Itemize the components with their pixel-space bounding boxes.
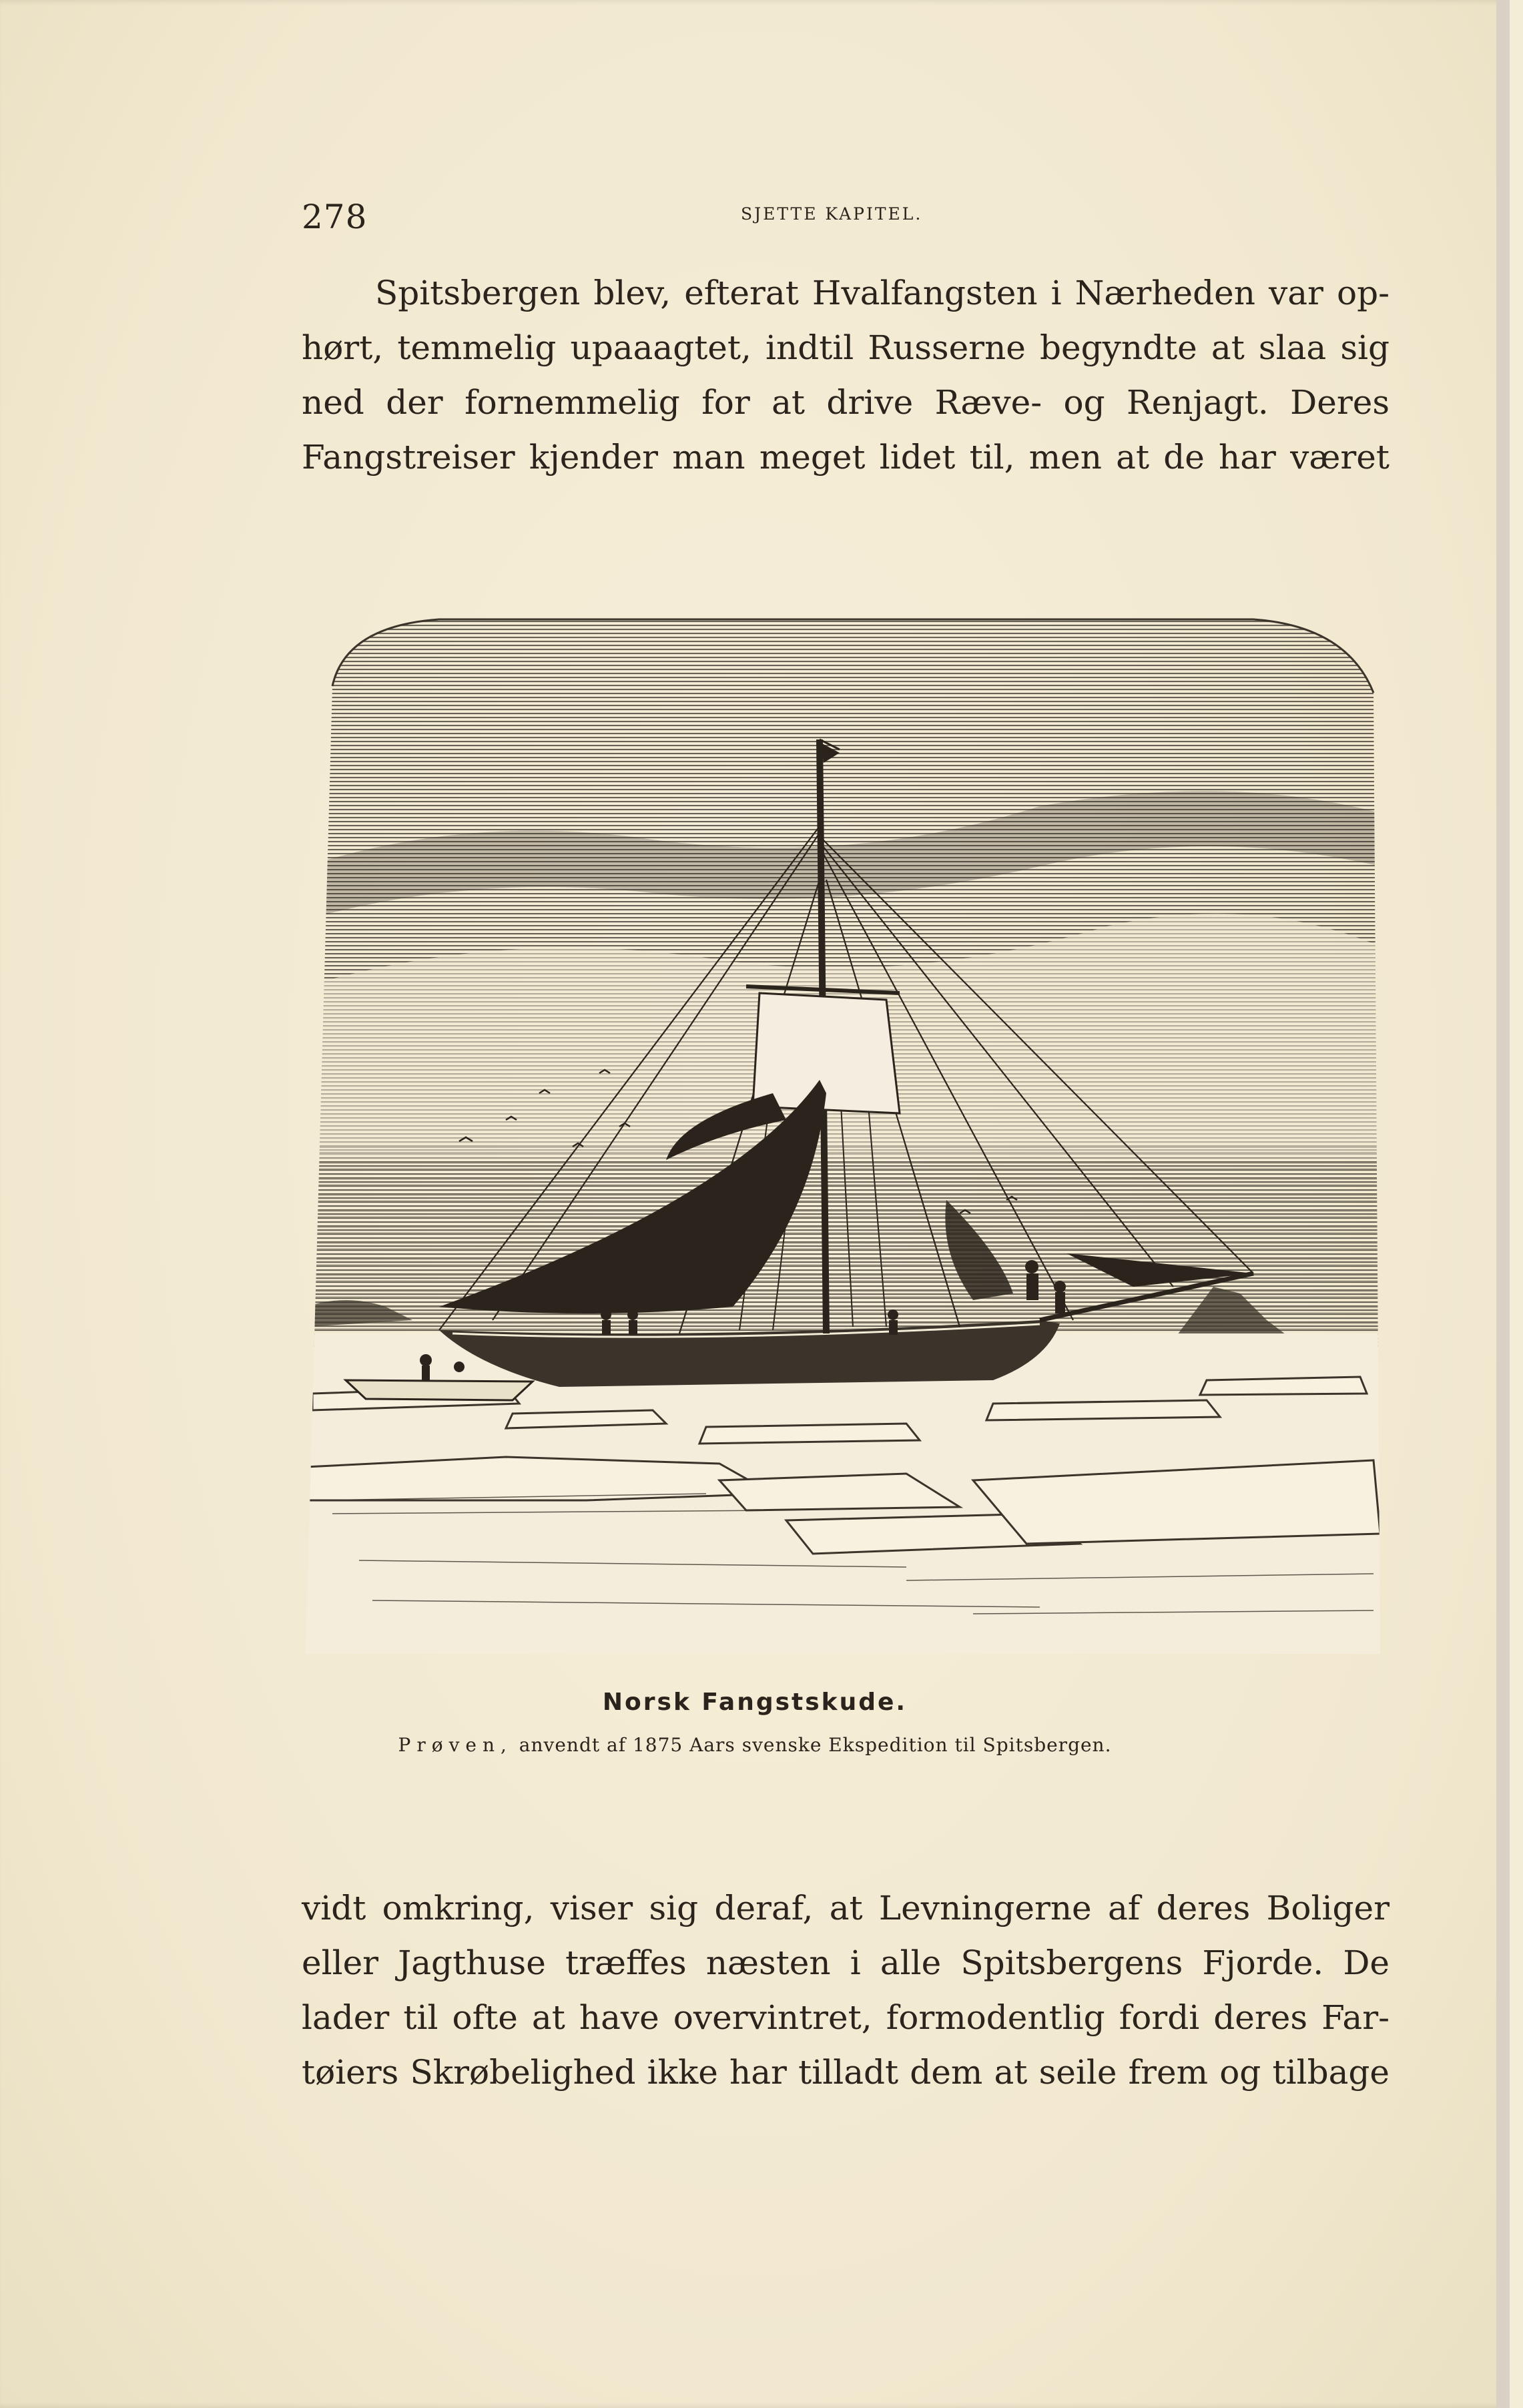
text-line: vidt omkring, viser sig deraf, at Levningerne af deres Boliger [302,1889,1390,1927]
figure-caption-title: Norsk Fangstskude. [602,1689,908,1716]
text-line: Spitsbergen blev, efterat Hvalfangsten i Nærheden var op- [375,274,1390,312]
top-paragraph [302,266,1390,485]
ship-engraving-icon [306,613,1380,1654]
text-line: eller Jagthuse træffes næsten i alle Spitsbergens Fjorde. De [302,1943,1390,1982]
bottom-paragraph [302,1881,1390,2100]
caption-text: anvendt af 1875 Aars svenske Ekspedition til Spitsbergen. [512,1734,1112,1756]
running-title: SJETTE KAPITEL. [741,204,923,224]
page-number: 278 [302,198,368,236]
text-line: tøiers Skrøbelighed ikke har tilladt dem at seile frem og tilbage [302,2053,1390,2092]
text-line: hørt, temmelig upaaagtet, indtil Russerne begyndte at slaa sig [302,328,1390,367]
ship-name: Prøven, [398,1734,513,1756]
text-line: ned der fornemmelig for at drive Ræve- og Renjagt. Deres [302,383,1390,422]
text-line: Fangstreiser kjender man meget lidet til, men at de har været [302,438,1390,477]
figure-caption [0,1734,1510,1756]
ship-illustration [306,613,1380,1654]
text-line: lader til ofte at have overvintret, formodentlig fordi deres Far- [302,1998,1390,2037]
page-edge [1496,0,1510,2408]
